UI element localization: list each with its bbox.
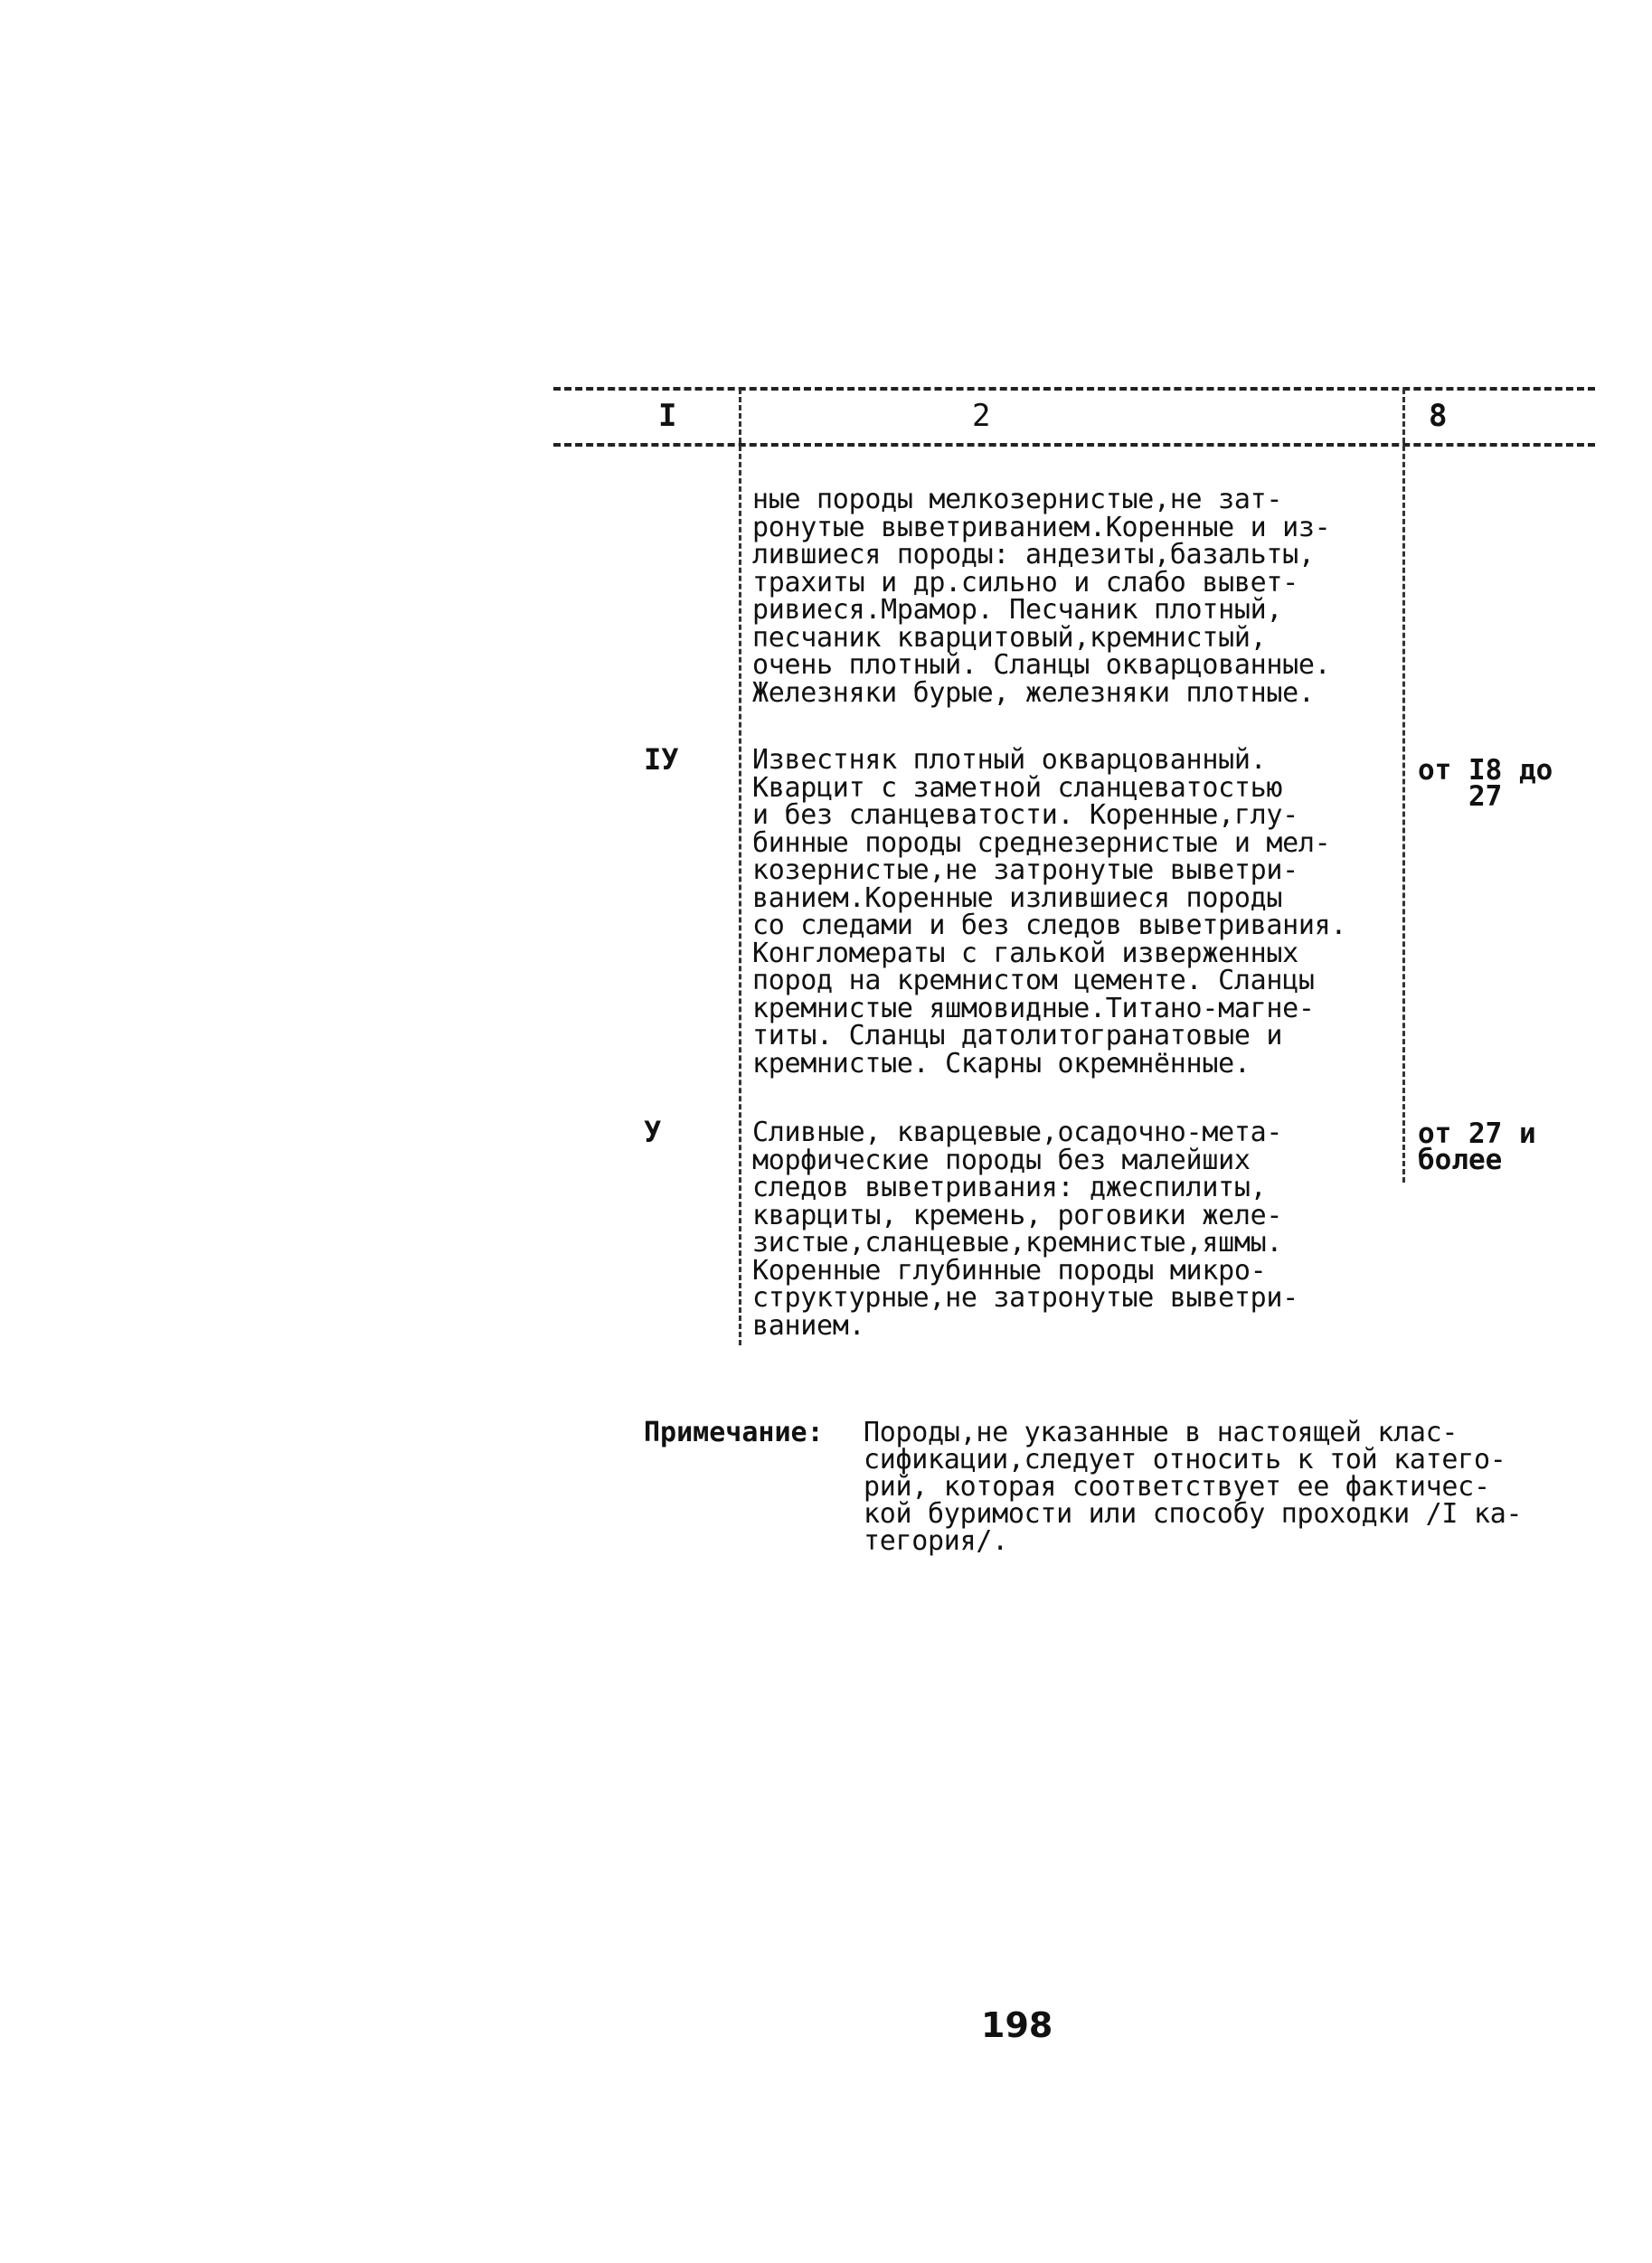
- column-header-3: 8: [1429, 398, 1448, 434]
- note-text: Породы,не указанные в настоящей клас- сификации,следует относить к той катего- рий, которая соответствует ее фактичес- кой буримости или способу проходки /I ка- тегория/.: [864, 1417, 1523, 1557]
- row-3-category: У: [644, 1115, 662, 1149]
- row-2-description: Известняк плотный окварцованный. Кварцит с заметной сланцеватостью и без сланцеватости. Коренные,глу- бинные породы среднезернистые и мел- козернистые,не затронутые выветри- ванием.Коренные излившиеся породы со следами и без следов выветривания. Конгломераты с галькой изверженных пород на кремнистом цементе. Сланцы кремнистые яшмовидные.Титано-магне- титы. Сланцы датолитогранатовые и кремнистые. Скарны окремнённые.: [752, 744, 1347, 1080]
- column-separator-1: [739, 389, 741, 1345]
- row-3-description: Сливные, кварцевые,осадочно-мета- морфические породы без малейших следов выветривания: джеспилиты, кварциты, кремень, роговики желе- зистые,сланцевые,кремнистые,яшмы. Коренные глубинные породы микро- структурные,не затронутые выветри- ванием.: [752, 1117, 1298, 1342]
- row-3-value: от 27 и более: [1418, 1117, 1536, 1176]
- row-2-category: IУ: [644, 742, 679, 777]
- note-label: Примечание:: [644, 1417, 824, 1448]
- row-2-value: от I8 до 27: [1418, 754, 1553, 813]
- table-header-top-rule: [553, 387, 1595, 391]
- page-number: 198: [981, 2005, 1053, 2045]
- table-header-bottom-rule: [553, 443, 1595, 447]
- column-header-1: I: [658, 398, 677, 434]
- column-header-2: 2: [972, 398, 991, 434]
- row-1-description: ные породы мелкозернистые,не зат- ронутые выветриванием.Коренные и из- лившиеся породы: андезиты,базальты, трахиты и др.сильно и слабо вывет- ривиеся.Мрамор. Песчаник плотный, песчаник кварцитовый,кремнистый, очень плотный. Сланцы окварцованные. Железняки бурые, железняки плотные.: [752, 484, 1331, 709]
